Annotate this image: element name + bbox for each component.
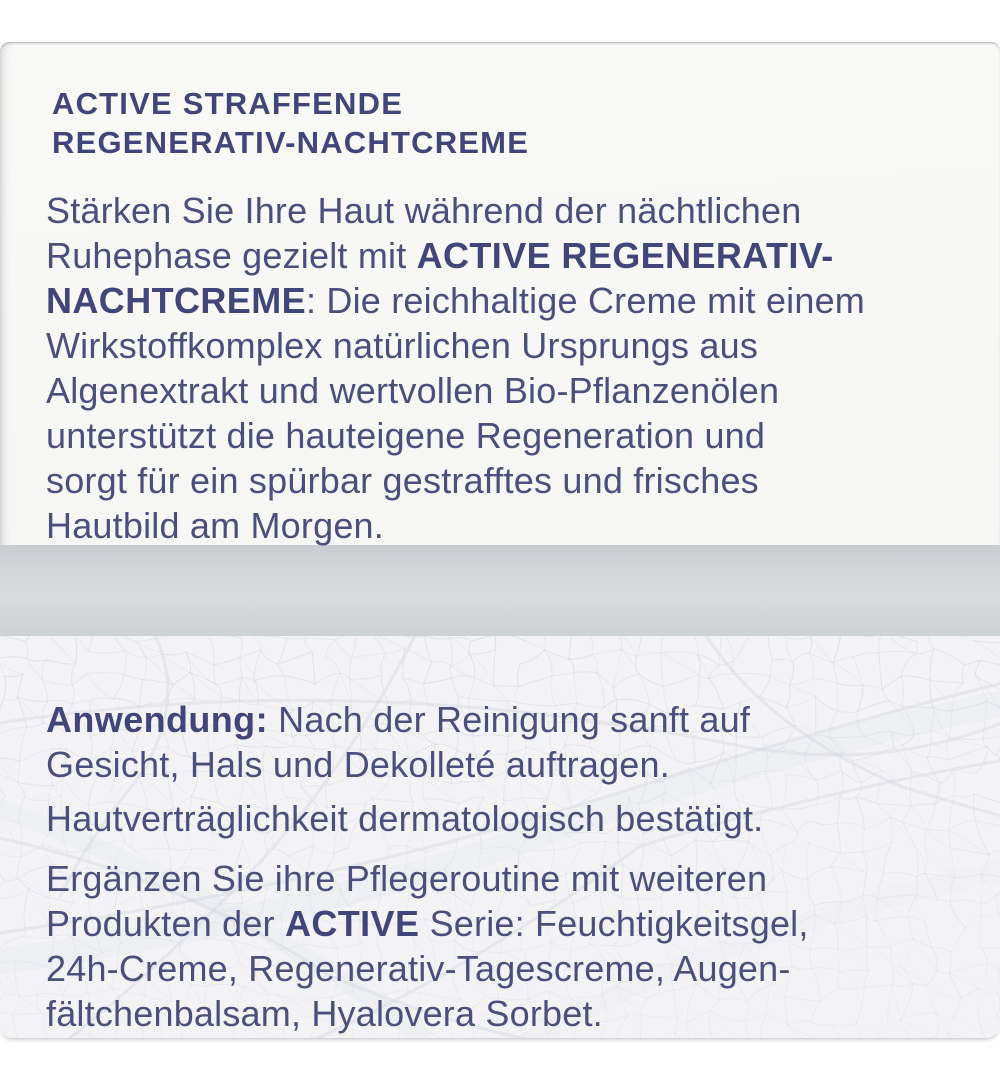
routine-paragraph [46, 856, 809, 1036]
text-segment: Serie: Feuchtigkeitsgel, [419, 903, 809, 944]
text-line: sorgt für ein spürbar gestrafftes und frisches [46, 460, 759, 501]
text-segment: : Die reichhaltige Creme mit einem [306, 280, 865, 321]
text-line: Wirkstoffkomplex natürlichen Ursprungs aus [46, 325, 759, 366]
text-line: fältchenbalsam, Hyalovera Sorbet. [46, 993, 603, 1034]
text-line: Hautverträglichkeit dermatologisch bestätigt. [46, 798, 764, 839]
text-line [46, 901, 809, 946]
text-line: Ergänzen Sie ihre Pflegeroutine mit weiteren [46, 858, 768, 899]
text-line: Algenextrakt und wertvollen Bio-Pflanzenölen [46, 370, 780, 411]
text-segment: Ruhephase gezielt mit [46, 235, 417, 276]
text-line: 24h-Creme, Regenerativ-Tagescreme, Augen- [46, 948, 791, 989]
text-segment: Nach der Reinigung sanft auf [267, 699, 751, 740]
text-line: Hautbild am Morgen. [46, 505, 384, 546]
usage-paragraph [46, 697, 750, 787]
product-title-line: REGENERATIV-NACHTCREME [52, 125, 530, 160]
text-line: unterstützt die hauteigene Regeneration und [46, 415, 766, 456]
usage-label: Anwendung: [46, 699, 268, 740]
text-line [46, 233, 865, 278]
emphasis-series-name: ACTIVE [284, 903, 420, 944]
product-title-line: ACTIVE STRAFFENDE [52, 86, 404, 121]
product-box-panel [0, 42, 1000, 1038]
text-line [46, 278, 865, 323]
product-title [52, 84, 529, 162]
dermatology-note [46, 796, 763, 841]
emphasis-product-name: ACTIVE REGENERATIV- [416, 235, 834, 276]
text-line: Gesicht, Hals und Dekolleté auftragen. [46, 744, 670, 785]
text-line: Stärken Sie Ihre Haut während der nächtlichen [46, 190, 802, 231]
description-paragraph [46, 188, 865, 548]
text-line [46, 697, 750, 742]
silver-band-divider [0, 545, 1000, 636]
text-segment: Produkten der [46, 903, 285, 944]
emphasis-product-name: NACHTCREME [46, 280, 306, 321]
